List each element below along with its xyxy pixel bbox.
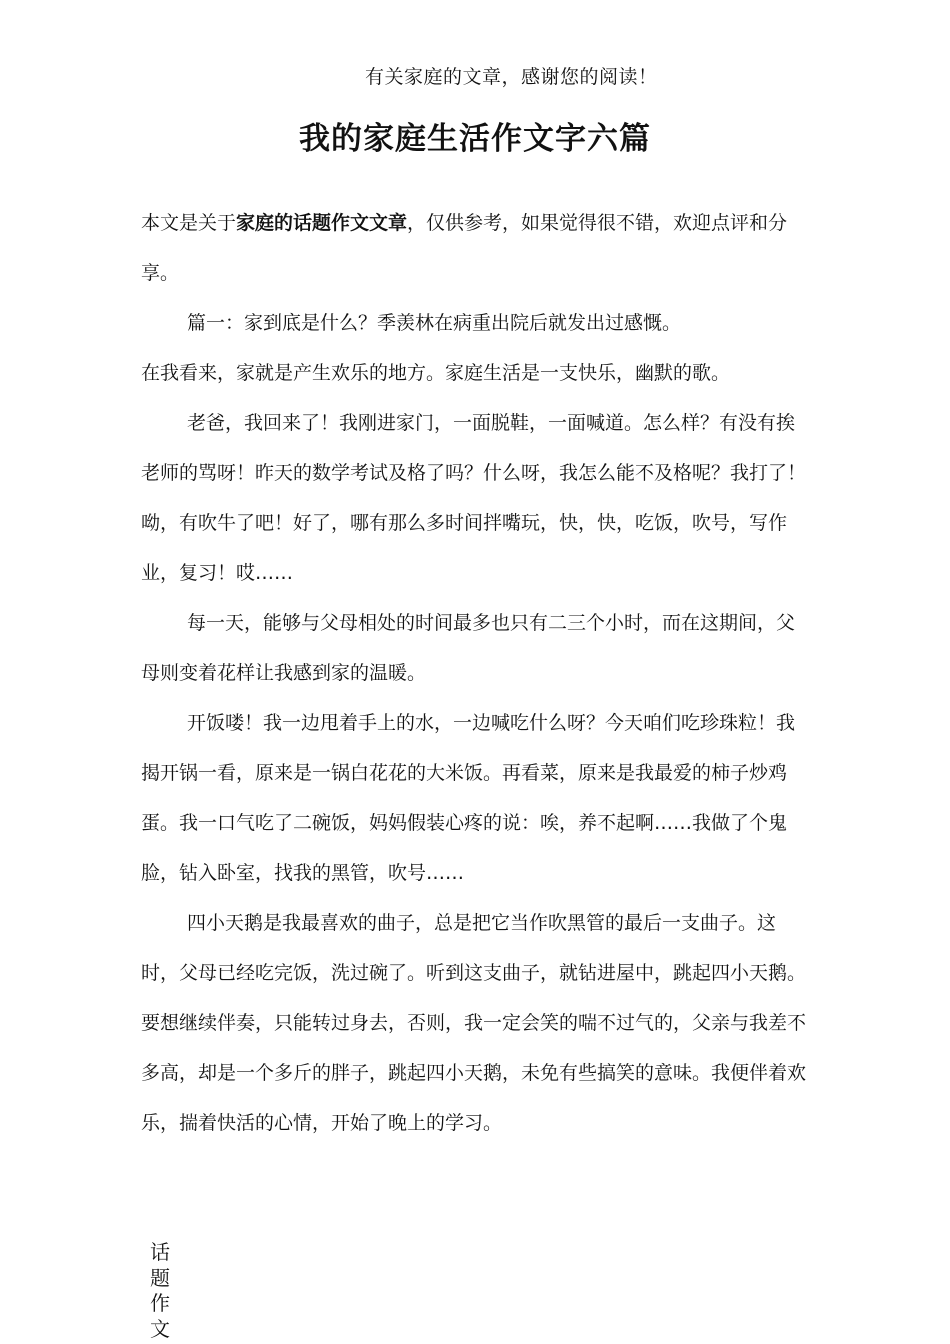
- paragraph-1: 篇一：家到底是什么？季羡林在病重出院后就发出过感慨。: [187, 312, 682, 334]
- paragraph-6: 四小天鹅是我最喜欢的曲子，总是把它当作吹黑管的最后一支曲子。这时，父母已经吃完饭，洗过碗了。听到这支曲子，就钻进屋中，跳起四小天鹅。要想继续伴奏，只能转过身去，否则，我一定会笑的喘不过气的，父亲与我差不多高，却是一个多斤的胖子，跳起四小天鹅，未免有些搞笑的意味。我便伴着欢乐，揣着快活的心情，开始了晚上的学习。: [141, 912, 807, 1134]
- header-note: 有关家庭的文章，感谢您的阅读！: [365, 66, 658, 88]
- intro-highlight: 家庭的话题作文文章: [236, 212, 408, 234]
- article-title: 我的家庭生活作文字六篇: [299, 121, 651, 157]
- paragraph-5: 开饭喽！我一边甩着手上的水，一边喊吃什么呀？今天咱们吃珍珠粒！我揭开锅一看，原来是一锅白花花的大米饭。再看菜，原来是我最爱的柿子炒鸡蛋。我一口气吃了二碗饭，妈妈假装心疼的说：唉，养不起啊……我做了个鬼脸，钻入卧室，找我的黑管，吹号……: [141, 712, 796, 884]
- paragraph-4: 每一天，能够与父母相处的时间最多也只有二三个小时，而在这期间，父母则变着花样让我感到家的温暖。: [141, 612, 796, 684]
- intro-prefix: 本文是关于: [141, 212, 237, 234]
- paragraph-2: 在我看来，家就是产生欢乐的地方。家庭生活是一支快乐，幽默的歌。: [141, 362, 731, 384]
- article-body: [141, 198, 811, 1148]
- intro-suffix: ，仅供参考，如果觉得很不错，欢迎点评和分享。: [141, 212, 788, 284]
- side-category-label: 话题作文: [150, 1240, 170, 1341]
- intro-paragraph: [141, 198, 811, 298]
- paragraph-3: 老爸，我回来了！我刚进家门，一面脱鞋，一面喊道。怎么样？有没有挨老师的骂呀！昨天的数学考试及格了吗？什么呀，我怎么能不及格呢？我打了！呦，有吹牛了吧！好了，哪有那么多时间拌嘴玩，快，快，吃饭，吹号，写作业，复习！哎……: [141, 412, 807, 584]
